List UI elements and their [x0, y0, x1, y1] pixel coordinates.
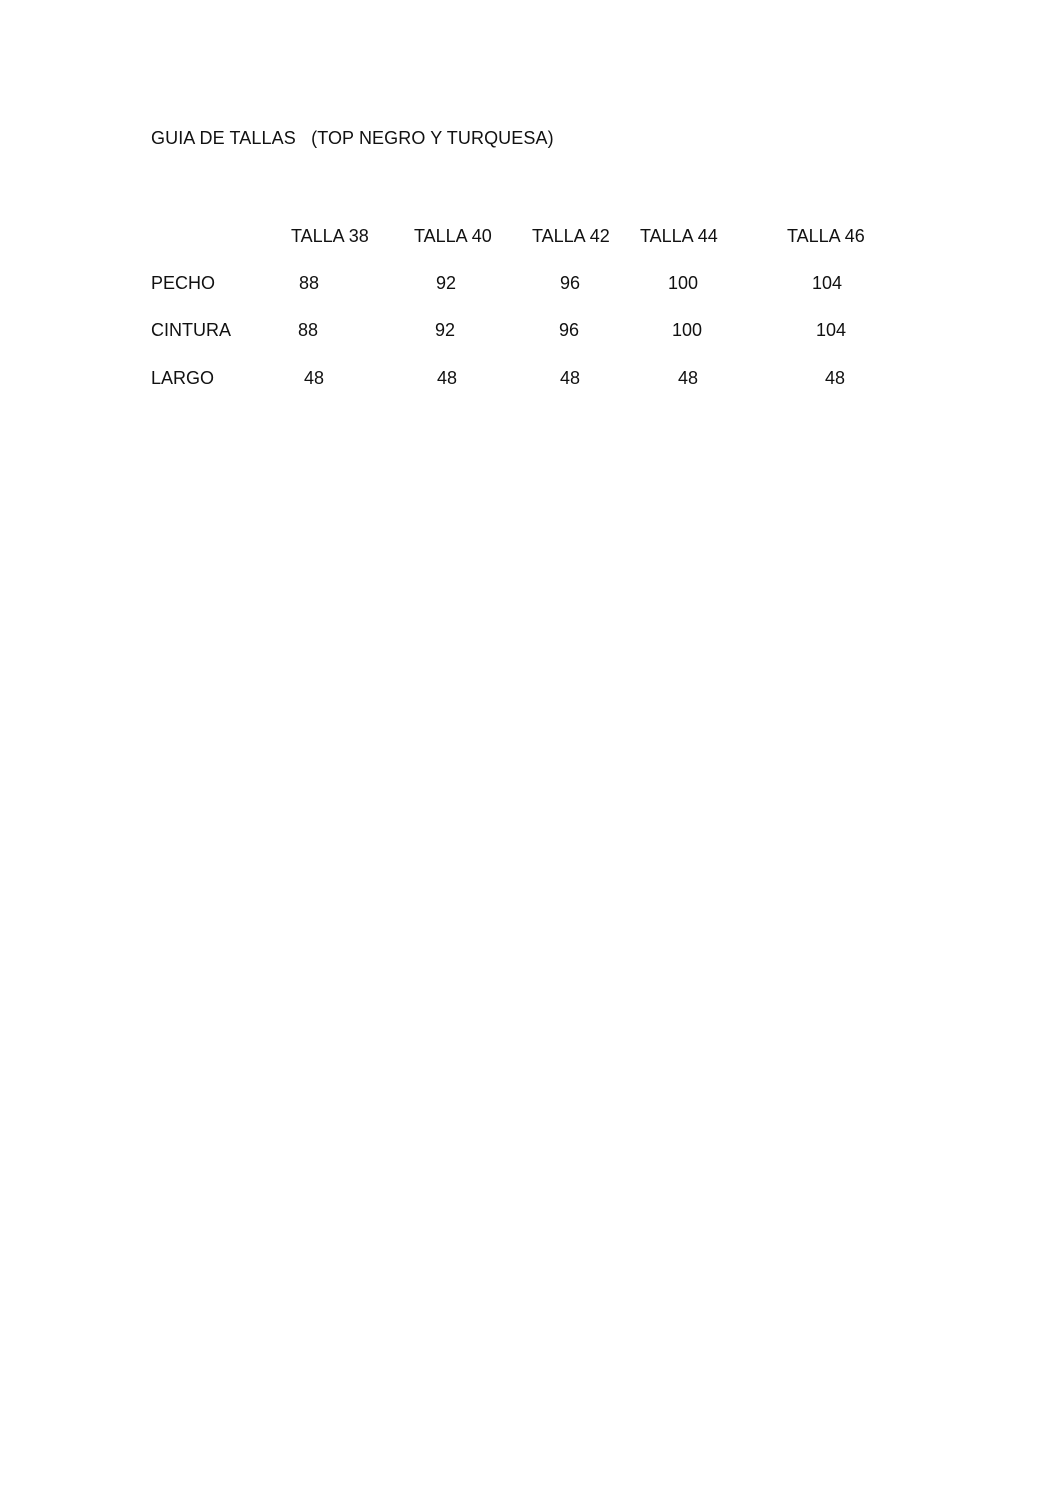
table-cell: 92: [434, 320, 456, 340]
header-talla-46: TALLA 46: [787, 226, 865, 246]
row-label-cintura: CINTURA: [151, 320, 231, 340]
document-title: GUIA DE TALLAS (TOP NEGRO Y TURQUESA): [151, 128, 554, 148]
table-cell: 100: [667, 273, 699, 293]
row-label-pecho: PECHO: [151, 273, 216, 293]
table-cell: 96: [559, 273, 581, 293]
table-cell: 104: [811, 273, 843, 293]
table-cell: 48: [677, 368, 699, 388]
header-talla-38: TALLA 38: [291, 226, 369, 246]
table-cell: 104: [815, 320, 847, 340]
row-label-largo: LARGO: [151, 368, 215, 388]
table-cell: 88: [297, 320, 319, 340]
header-talla-40: TALLA 40: [414, 226, 492, 246]
table-cell: 96: [558, 320, 580, 340]
table-cell: 48: [824, 368, 846, 388]
table-cell: 92: [435, 273, 457, 293]
table-cell: 48: [436, 368, 458, 388]
header-talla-44: TALLA 44: [640, 226, 718, 246]
table-cell: 100: [671, 320, 703, 340]
table-cell: 48: [303, 368, 325, 388]
table-cell: 48: [559, 368, 581, 388]
header-talla-42: TALLA 42: [532, 226, 610, 246]
table-cell: 88: [298, 273, 320, 293]
